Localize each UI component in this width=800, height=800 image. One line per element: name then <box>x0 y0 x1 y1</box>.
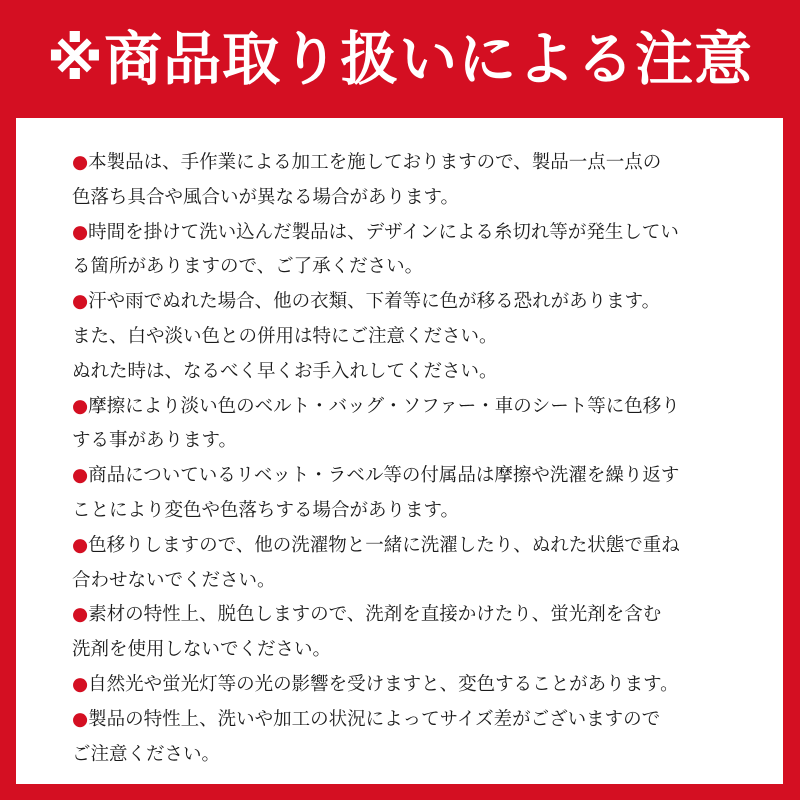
bullet-dot-icon: ● <box>72 291 89 313</box>
notice-text: 摩擦により淡い色のベルト・バッグ・ソファー・車のシート等に色移り <box>88 395 680 417</box>
notice-item <box>72 285 762 320</box>
notice-text: ことにより変色や色落ちする場合があります。 <box>72 499 460 521</box>
notice-item <box>72 703 762 738</box>
notice-item <box>72 459 762 494</box>
notice-text: 洗剤を使用しないでください。 <box>72 639 332 661</box>
bullet-dot-icon: ● <box>72 708 89 730</box>
notice-text: 色移りしますので、他の洗濯物と一緒に洗濯したり、ぬれた状態で重ね <box>88 534 680 556</box>
page-title: ※商品取り扱いによる注意 <box>46 25 754 93</box>
notice-item <box>72 598 762 633</box>
notice-list <box>72 146 762 772</box>
notice-item <box>72 529 762 564</box>
notice-text: 色落ち具合や風合いが異なる場合があります。 <box>72 186 460 208</box>
bullet-dot-icon: ● <box>72 534 89 556</box>
notice-item-continuation <box>72 320 762 355</box>
notice-item <box>72 216 762 251</box>
notice-text: ご注意ください。 <box>72 743 221 765</box>
notice-text: る箇所がありますので、ご了承ください。 <box>72 256 424 278</box>
notice-panel <box>16 118 783 784</box>
notice-text: 商品についているリベット・ラベル等の付属品は摩擦や洗濯を繰り返す <box>88 465 680 487</box>
bullet-dot-icon: ● <box>72 673 89 695</box>
notice-text: 合わせないでください。 <box>72 569 276 591</box>
notice-item <box>72 390 762 425</box>
bullet-dot-icon: ● <box>72 465 89 487</box>
notice-item-continuation <box>72 738 762 773</box>
notice-text: 自然光や蛍光灯等の光の影響を受けますと、変色することがあります。 <box>88 673 679 695</box>
notice-item-continuation <box>72 633 762 668</box>
notice-item <box>72 146 762 181</box>
bullet-dot-icon: ● <box>72 221 89 243</box>
notice-text: また、白や淡い色との併用は特にご注意ください。 <box>72 325 498 347</box>
notice-text: する事があります。 <box>72 430 238 452</box>
notice-text: 汗や雨でぬれた場合、他の衣類、下着等に色が移る恐れがあります。 <box>88 291 661 313</box>
bullet-dot-icon: ● <box>72 152 89 173</box>
notice-item-continuation <box>72 424 762 459</box>
notice-item-continuation <box>72 564 762 599</box>
notice-item <box>72 668 762 703</box>
bullet-dot-icon: ● <box>72 395 89 417</box>
header-banner <box>0 0 800 118</box>
notice-text: 本製品は、手作業による加工を施しておりますので、製品一点一点の <box>88 152 662 173</box>
notice-item-continuation <box>72 250 762 285</box>
notice-item-continuation <box>72 494 762 529</box>
notice-text: ぬれた時は、なるべく早くお手入れしてください。 <box>72 360 498 382</box>
notice-text: 素材の特性上、脱色しますので、洗剤を直接かけたり、蛍光剤を含む <box>88 604 662 626</box>
notice-text: 製品の特性上、洗いや加工の状況によってサイズ差がございますので <box>88 708 661 730</box>
notice-item-continuation <box>72 181 762 216</box>
notice-item-continuation <box>72 355 762 390</box>
notice-text: 時間を掛けて洗い込んだ製品は、デザインによる糸切れ等が発生してい <box>88 221 679 243</box>
bullet-dot-icon: ● <box>72 604 89 626</box>
